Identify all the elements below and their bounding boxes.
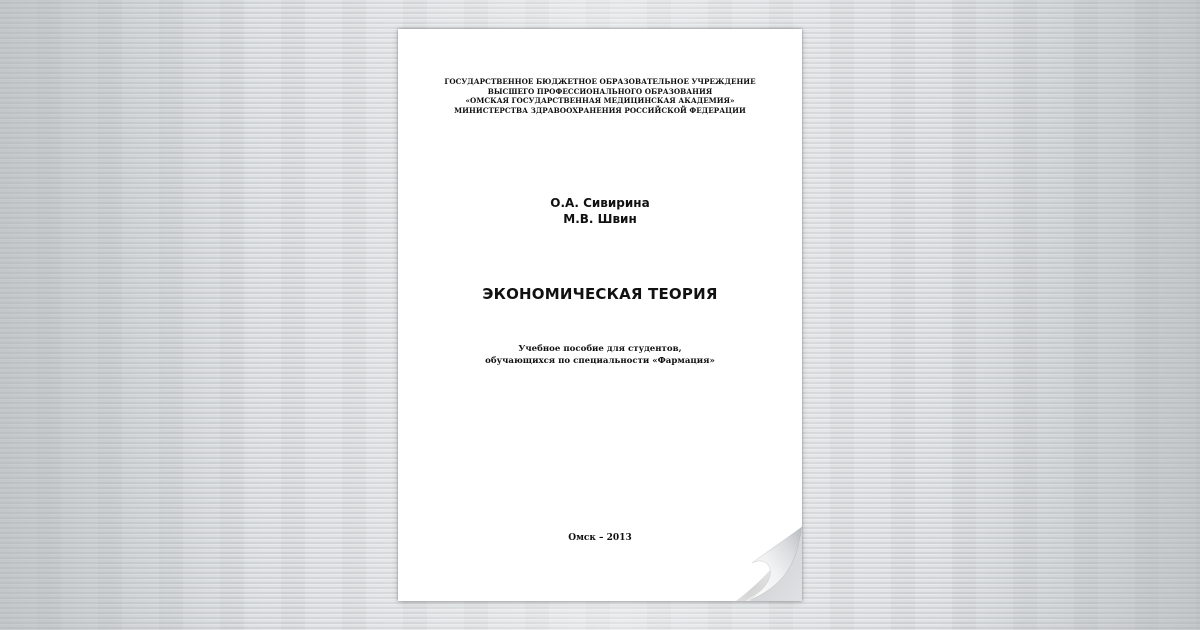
author-name: О.А. Сивирина [550, 196, 650, 210]
page-curl-icon [722, 477, 802, 601]
subtitle-line: Учебное пособие для студентов, [518, 344, 682, 354]
author-name: М.В. Швин [563, 212, 637, 226]
authors-block [398, 195, 802, 227]
institution-line: ГОСУДАРСТВЕННОЕ БЮДЖЕТНОЕ ОБРАЗОВАТЕЛЬНОЕ УЧРЕЖДЕНИЕ [444, 77, 756, 86]
institution-line: «ОМСКАЯ ГОСУДАРСТВЕННАЯ МЕДИЦИНСКАЯ АКАДЕМИЯ» [465, 96, 735, 106]
place-and-year: Омск – 2013 [568, 533, 632, 543]
cover-page [398, 29, 802, 601]
institution-line: ВЫСШЕГО ПРОФЕССИОНАЛЬНОГО ОБРАЗОВАНИЯ [487, 86, 713, 96]
subtitle-line: обучающихся по специальности «Фармация» [485, 356, 715, 366]
institution-line: МИНИСТЕРСТВА ЗДРАВООХРАНЕНИЯ РОССИЙСКОЙ ФЕДЕРАЦИИ [454, 105, 746, 115]
institution-header [398, 77, 802, 115]
book-subtitle [398, 343, 802, 367]
book-title: ЭКОНОМИЧЕСКАЯ ТЕОРИЯ [482, 285, 718, 303]
